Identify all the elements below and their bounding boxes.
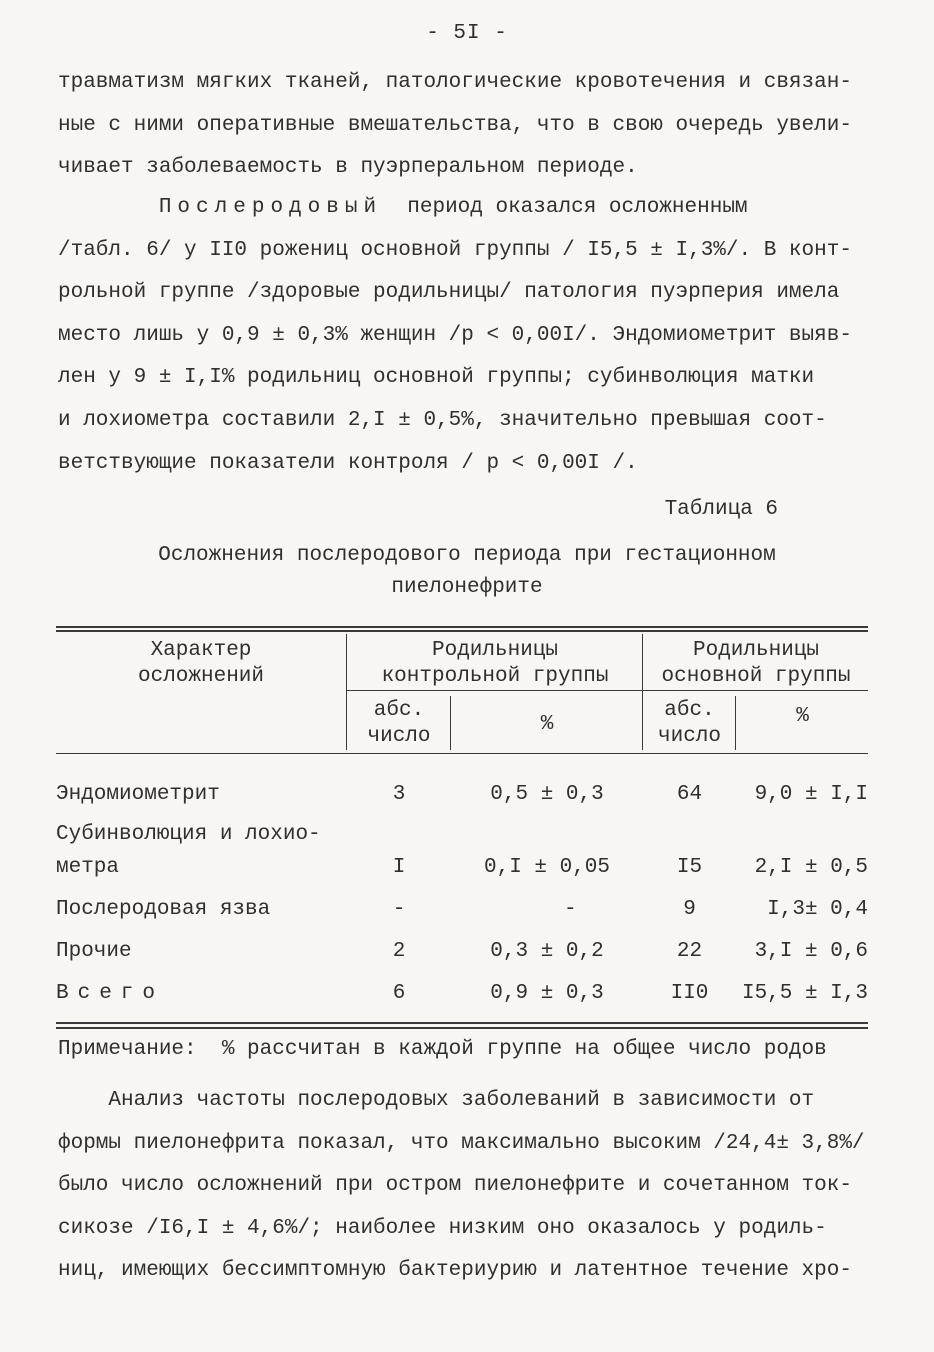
table-bottom-rule (56, 1022, 868, 1024)
column-separator (450, 696, 451, 750)
main-pct-cell: 3,I ± 0,6 (754, 940, 868, 963)
column-separator (346, 634, 347, 750)
text-line: формы пиелонефрита показал, что максимально высоким /24,4± 3,8%/ (58, 1131, 865, 1155)
row-name-continued: метра (56, 856, 120, 879)
header-text: осложнений (137, 665, 265, 688)
text-line: рольной группе /здоровые родильницы/ патология пуэрперия имела (58, 281, 840, 305)
table-title-line: пиелонефрите (391, 576, 543, 599)
header-text: абс. (664, 699, 715, 722)
header-bottom-rule (56, 753, 868, 754)
control-abs-cell: - (392, 898, 406, 921)
header-text: Родильницы (692, 639, 820, 662)
column-separator (642, 634, 643, 750)
header-text: основной группы (661, 665, 851, 688)
main-abs-cell: 64 (676, 783, 703, 806)
main-abs-cell: 9 (683, 898, 696, 921)
page-number: - 5I - (426, 22, 508, 45)
text-line: было число осложнений при остром пиелонефрите и сочетанном ток- (58, 1174, 852, 1198)
column-separator (735, 696, 736, 750)
table-note: Примечание: % рассчитан в каждой группе на общее число родов (58, 1038, 827, 1061)
row-name: Прочие (56, 940, 132, 963)
header-main-group (644, 638, 868, 690)
main-abs-cell: 22 (676, 940, 703, 963)
header-text: число (367, 725, 431, 748)
control-abs-cell: I (392, 856, 406, 879)
main-pct-cell: I,3± 0,4 (767, 898, 868, 921)
header-control-percent: % (540, 713, 554, 736)
text-line (58, 187, 870, 230)
control-abs-cell: 3 (392, 783, 406, 806)
text-line: травматизм мягких тканей, патологические кровотечения и связан- (58, 71, 852, 94)
paragraph-intro (58, 62, 870, 190)
main-abs-cell: I5 (676, 856, 703, 879)
text-line: лен у 9 ± I,I% родильниц основной группы; субинволюция матки (58, 366, 815, 390)
table-top-rule (56, 626, 868, 628)
text-line: ниц, имеющих бессимптомную бактериурию и латентное течение хро- (58, 1259, 852, 1283)
header-complication-type (56, 638, 346, 690)
main-pct-cell: 2,I ± 0,5 (754, 856, 868, 879)
row-name-total: Всего (56, 982, 165, 1005)
paragraph-analysis (58, 1080, 870, 1293)
text-line: место лишь у 0,9 ± 0,3% женщин /р < 0,00I/. Эндомиометрит выяв- (58, 323, 852, 347)
header-text: абс. (373, 699, 425, 722)
header-control-group (348, 638, 642, 690)
text-line: ветствующие показатели контроля / р < 0,00I /. (58, 451, 638, 475)
text-fragment: период оказался осложненным (382, 196, 748, 219)
main-pct-cell: I5,5 ± I,3 (741, 982, 868, 1005)
main-pct-cell: 9,0 ± I,I (754, 783, 868, 806)
header-control-abs (348, 698, 450, 750)
table-title-line: Осложнения послеродового периода при гестационном (158, 544, 776, 567)
header-text: число (657, 725, 721, 748)
row-name: Субинволюция и лохио- (56, 823, 321, 846)
control-pct-cell: 0,9 ± 0,3 (490, 982, 604, 1005)
header-text: контрольной группы (381, 665, 609, 688)
table-label: Таблица 6 (664, 498, 778, 521)
text-line: Анализ частоты послеродовых заболеваний в зависимости от (58, 1089, 815, 1112)
group-header-rule (346, 690, 868, 691)
text-line: /табл. 6/ у II0 рожениц основной группы / I5,5 ± I,3%/. В конт- (58, 238, 852, 262)
table-title (0, 540, 934, 604)
row-name: Эндомиометрит (56, 783, 220, 806)
control-abs-cell: 6 (392, 982, 406, 1005)
control-pct-cell: 0,3 ± 0,2 (490, 940, 604, 963)
text-line: чивает заболеваемость в пуэрперальном периоде. (58, 156, 638, 180)
table-top-rule-double (56, 630, 868, 632)
main-abs-cell: II0 (670, 982, 709, 1005)
control-pct-cell: 0,I ± 0,05 (483, 856, 611, 879)
header-text: Характер (150, 639, 252, 662)
text-line: сикозе /I6,I ± 4,6%/; наиболее низким оно оказалось у родиль- (58, 1216, 827, 1240)
row-name: Послеродовая язва (56, 898, 271, 921)
spaced-word: Послеродовый (158, 196, 383, 219)
control-pct-cell: 0,5 ± 0,3 (490, 783, 604, 806)
control-pct-cell: - (564, 898, 577, 921)
text-line: ные с ними оперативные вмешательства, что в свою очередь увели- (58, 113, 852, 137)
control-abs-cell: 2 (392, 940, 406, 963)
text-line: и лохиометра составили 2,I ± 0,5%, значительно превышая соот- (58, 408, 827, 432)
paragraph-postpartum (58, 187, 870, 485)
header-main-percent: % (796, 705, 809, 728)
table-bottom-rule-double (56, 1027, 868, 1029)
header-main-abs (644, 698, 735, 750)
header-text: Родильницы (431, 639, 559, 662)
